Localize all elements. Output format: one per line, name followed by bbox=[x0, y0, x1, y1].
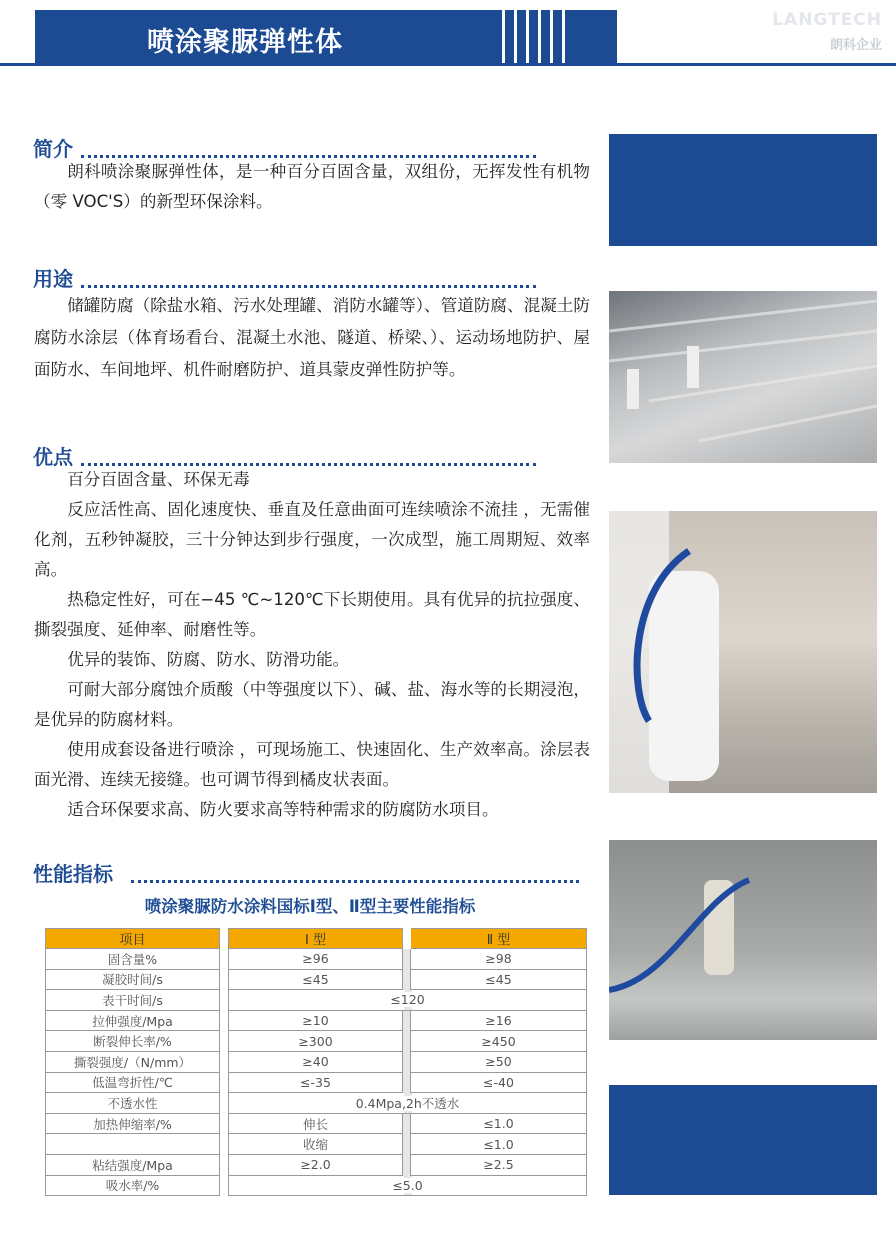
header-rule bbox=[0, 63, 896, 66]
paragraph: 反应活性高、固化速度快、垂直及任意曲面可连续喷涂不流挂 ，无需催化剂，五秒钟凝胶，三十分钟达到步行强度，一次成型，施工周期短、效率高。 bbox=[34, 500, 590, 579]
table-row bbox=[45, 990, 587, 1011]
table-row bbox=[45, 1176, 587, 1197]
logo-cn: 朗科企业 bbox=[829, 38, 882, 53]
cell-type2: ≥2.5 bbox=[411, 1155, 587, 1176]
table-row bbox=[45, 1093, 587, 1114]
cell-type1: 收缩 bbox=[228, 1134, 403, 1155]
cell-type1: 伸长 bbox=[228, 1114, 403, 1135]
cell-type1: ≥2.0 bbox=[228, 1155, 403, 1176]
cell-type1: ≥300 bbox=[228, 1031, 403, 1052]
advantages-text bbox=[34, 465, 590, 825]
company-logo bbox=[772, 10, 882, 53]
stadium-spraying-photo bbox=[609, 291, 877, 463]
cell-merged-value: ≤5.0 bbox=[392, 1177, 423, 1193]
cell-type2: ≤45 bbox=[411, 970, 587, 991]
cell-item: 拉伸强度/Mpa bbox=[45, 1011, 220, 1032]
paragraph: 可耐大部分腐蚀介质酸（中等强度以下）、碱、盐、海水等的长期浸泡，是优异的防腐材料。 bbox=[34, 680, 590, 729]
cell-item: 固含量% bbox=[45, 949, 220, 970]
cell-item: 撕裂强度/（N/mm） bbox=[45, 1052, 220, 1073]
cell-type1: ≥40 bbox=[228, 1052, 403, 1073]
paragraph: 百分百固含量、环保无毒 bbox=[67, 470, 250, 489]
performance-table bbox=[45, 928, 587, 1196]
cell-item: 低温弯折性/℃ bbox=[45, 1073, 220, 1094]
heading-text: 性能指标 bbox=[33, 862, 113, 886]
header-type2: Ⅱ 型 bbox=[411, 928, 587, 949]
cell-type2: ≥50 bbox=[411, 1052, 587, 1073]
cell-type1: ≤-35 bbox=[228, 1073, 403, 1094]
blue-block-bottom bbox=[609, 1085, 877, 1195]
cell-item bbox=[45, 1134, 220, 1155]
cell-item: 凝胶时间/s bbox=[45, 970, 220, 991]
heading-text: 优点 bbox=[33, 445, 73, 469]
header-item: 项目 bbox=[45, 928, 220, 949]
cell-type1: ≤45 bbox=[228, 970, 403, 991]
table-row bbox=[45, 1114, 587, 1135]
table-row bbox=[45, 970, 587, 991]
cell-item: 加热伸缩率/% bbox=[45, 1114, 220, 1135]
table-row bbox=[45, 1073, 587, 1094]
table-row bbox=[45, 1134, 587, 1155]
cell-type1: ≥96 bbox=[228, 949, 403, 970]
blue-block-top bbox=[609, 134, 877, 246]
heading-text: 简介 bbox=[33, 137, 73, 161]
cell-type1: ≥10 bbox=[228, 1011, 403, 1032]
cell-item: 表干时间/s bbox=[45, 990, 220, 1011]
page-title: 喷涂聚脲弹性体 bbox=[147, 27, 343, 58]
table-row bbox=[45, 1011, 587, 1032]
cell-item: 粘结强度/Mpa bbox=[45, 1155, 220, 1176]
table-row bbox=[45, 1031, 587, 1052]
paragraph: 朗科喷涂聚脲弹性体，是一种百分百固含量，双组份，无挥发性有机物（零 VOC'S）的新型环保涂料。 bbox=[34, 162, 590, 211]
floor-spraying-photo bbox=[609, 840, 877, 1040]
cell-type2: ≥16 bbox=[411, 1011, 587, 1032]
heading-text: 用途 bbox=[33, 267, 73, 291]
table-row bbox=[45, 1052, 587, 1073]
cell-type2: ≤1.0 bbox=[411, 1134, 587, 1155]
header-type1: Ⅰ 型 bbox=[228, 928, 403, 949]
cell-type2: ≥98 bbox=[411, 949, 587, 970]
table-header-row bbox=[45, 928, 587, 949]
header-banner bbox=[35, 10, 617, 65]
cell-item: 断裂伸长率/% bbox=[45, 1031, 220, 1052]
cell-merged-value: ≤120 bbox=[390, 992, 425, 1008]
logo-en: LANGTECH bbox=[772, 10, 882, 30]
cell-merged-value: 0.4Mpa,2h不透水 bbox=[355, 1095, 460, 1111]
cell-item: 不透水性 bbox=[45, 1093, 220, 1114]
paragraph: 热稳定性好，可在−45 ℃~120℃下长期使用。具有优异的抗拉强度、撕裂强度、延伸率、耐磨性等。 bbox=[34, 590, 590, 639]
table-row bbox=[45, 1155, 587, 1176]
paragraph: 储罐防腐（除盐水箱、污水处理罐、消防水罐等）、管道防腐、混凝土防腐防水涂层（体育场看台、混凝土水池、隧道、桥梁、）、运动场地防护、屋面防水、车间地坪、机件耐磨防护、道具蒙皮弹性防护等。 bbox=[34, 296, 590, 379]
cell-type2: ≤-40 bbox=[411, 1073, 587, 1094]
paragraph: 优异的装饰、防腐、防水、防滑功能。 bbox=[67, 650, 350, 669]
usage-text bbox=[34, 290, 590, 386]
intro-text bbox=[34, 157, 590, 217]
paragraph: 使用成套设备进行喷涂 ，可现场施工、快速固化、生产效率高。涂层表面光滑、连续无接缝。也可调节得到橘皮状表面。 bbox=[34, 740, 590, 789]
table-title: 喷涂聚脲防水涂料国标Ⅰ型、Ⅱ型主要性能指标 bbox=[144, 897, 476, 916]
cell-item: 吸水率/% bbox=[45, 1176, 220, 1197]
section-heading-usage bbox=[33, 263, 536, 292]
tank-spraying-photo bbox=[609, 511, 877, 793]
cell-type2: ≤1.0 bbox=[411, 1114, 587, 1135]
cell-type2: ≥450 bbox=[411, 1031, 587, 1052]
table-row bbox=[45, 949, 587, 970]
paragraph: 适合环保要求高、防火要求高等特种需求的防腐防水项目。 bbox=[67, 800, 499, 819]
section-heading-performance bbox=[33, 858, 579, 887]
